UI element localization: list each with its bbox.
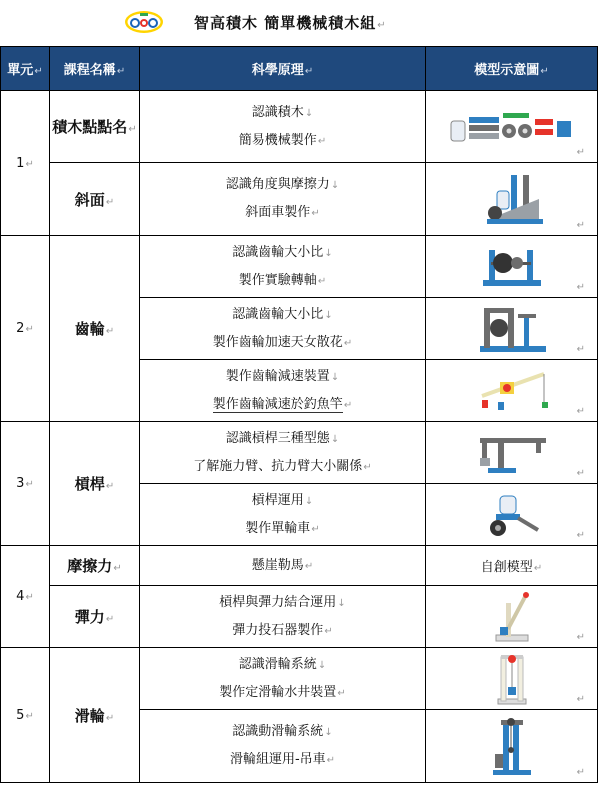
course-name-cell: 摩擦力↵ xyxy=(50,546,140,586)
unit-number-cell: 5↵ xyxy=(1,648,50,783)
well-pulley-icon xyxy=(492,651,532,707)
model-cell: ↵ xyxy=(426,360,598,422)
principle-cell: 認識槓桿三種型態↓ 了解施力臂、抗力臂大小關係↵ xyxy=(140,422,426,484)
column-header-principle: 科學原理↵ xyxy=(140,47,426,91)
principle-cell: 認識積木↓ 簡易機械製作↵ xyxy=(140,91,426,163)
gigo-logo-icon xyxy=(124,9,164,35)
table-row xyxy=(1,648,598,710)
principle-cell: 認識角度與摩擦力↓ 斜面車製作↵ xyxy=(140,163,426,236)
unit-number-cell: 4↵ xyxy=(1,546,50,648)
model-cell: ↵ xyxy=(426,484,598,546)
fishing-rod-icon xyxy=(472,366,552,416)
principle-cell: 槓桿運用↓ 製作單輪車↵ xyxy=(140,484,426,546)
table-row xyxy=(1,586,598,648)
table-row xyxy=(1,163,598,236)
principle-cell: 認識滑輪系統↓ 製作定滑輪水井裝置↵ xyxy=(140,648,426,710)
course-name-cell: 斜面↵ xyxy=(50,163,140,236)
incline-car-icon xyxy=(477,169,547,229)
course-name-cell: 齒輪↵ xyxy=(50,236,140,422)
principle-cell: 製作齒輪減速裝置↓ 製作齒輪減速於釣魚竿↵ xyxy=(140,360,426,422)
model-cell: ↵ xyxy=(426,298,598,360)
model-cell: ↵ xyxy=(426,648,598,710)
gear-flower-icon xyxy=(472,302,552,356)
crane-icon xyxy=(487,714,537,778)
principle-cell: 認識齒輪大小比↓ 製作實驗轉軸↵ xyxy=(140,236,426,298)
parts-set-icon xyxy=(447,107,577,147)
principle-cell: 認識齒輪大小比↓ 製作齒輪加速天女散花↵ xyxy=(140,298,426,360)
model-cell: ↵ xyxy=(426,422,598,484)
course-name-cell: 槓桿↵ xyxy=(50,422,140,546)
model-cell: ↵ xyxy=(426,236,598,298)
model-cell: 自創模型↵ xyxy=(426,546,598,586)
unit-number-cell: 2↵ xyxy=(1,236,50,422)
course-name-cell: 彈力↵ xyxy=(50,586,140,648)
table-row xyxy=(1,546,598,586)
table-header-row xyxy=(1,47,598,91)
table-row xyxy=(1,236,598,298)
title-bar xyxy=(0,0,598,46)
course-name-cell: 積木點點名↵ xyxy=(50,91,140,163)
column-header-course: 課程名稱↵ xyxy=(50,47,140,91)
model-cell: ↵ xyxy=(426,91,598,163)
wheelbarrow-icon xyxy=(482,490,542,540)
catapult-icon xyxy=(492,589,532,645)
model-cell: ↵ xyxy=(426,586,598,648)
gear-axle-icon xyxy=(477,242,547,292)
lever-icon xyxy=(472,428,552,478)
course-table xyxy=(0,46,598,783)
principle-cell: 槓桿與彈力結合運用↓ 彈力投石器製作↵ xyxy=(140,586,426,648)
unit-number-cell: 3↵ xyxy=(1,422,50,546)
table-row xyxy=(1,422,598,484)
page-title: 智高積木 簡單機械積木組↵ xyxy=(194,14,387,32)
table-row xyxy=(1,91,598,163)
principle-cell: 懸崖勒馬↵ xyxy=(140,546,426,586)
principle-cell: 認識動滑輪系統↓ 滑輪組運用-吊車↵ xyxy=(140,710,426,783)
unit-number-cell: 1↵ xyxy=(1,91,50,236)
model-cell: ↵ xyxy=(426,163,598,236)
column-header-unit: 單元↵ xyxy=(1,47,50,91)
model-cell: ↵ xyxy=(426,710,598,783)
course-name-cell: 滑輪↵ xyxy=(50,648,140,783)
column-header-model: 模型示意圖↵ xyxy=(426,47,598,91)
